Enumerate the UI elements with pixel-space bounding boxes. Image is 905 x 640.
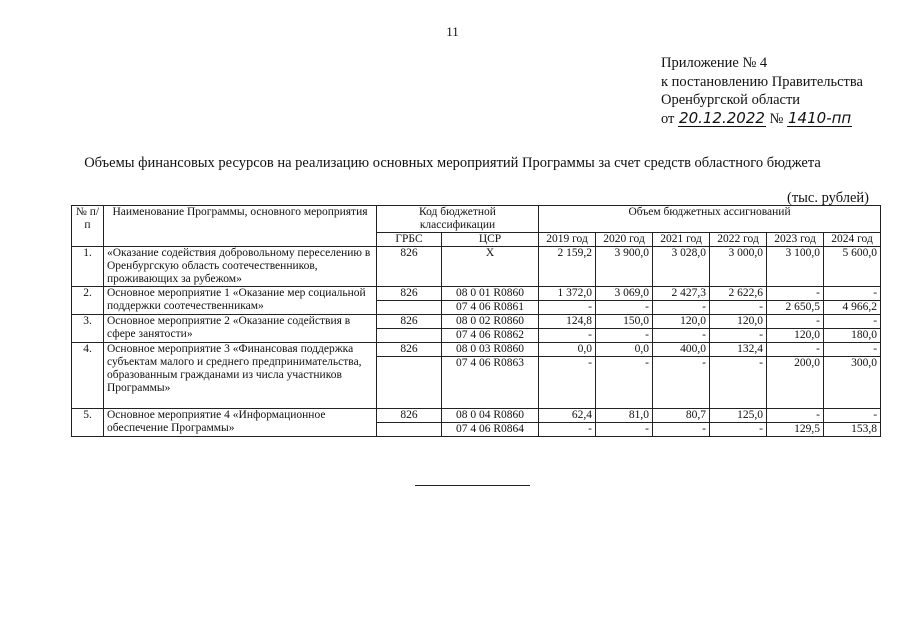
row-name: Основное мероприятие 1 «Оказание мер социальной поддержки соотечественникам» — [104, 287, 377, 315]
row-value: - — [596, 423, 653, 437]
row-value: 132,4 — [710, 343, 767, 357]
row-name: Основное мероприятие 2 «Оказание содействия в сфере занятости» — [104, 315, 377, 343]
table-row — [72, 287, 881, 301]
row-value: 120,0 — [653, 315, 710, 329]
row-value: 129,5 — [767, 423, 824, 437]
row-value: 3 900,0 — [596, 247, 653, 287]
row-value: 0,0 — [596, 343, 653, 357]
row-csr: 08 0 04 R0860 — [442, 409, 539, 423]
row-value: 3 100,0 — [767, 247, 824, 287]
number-sign: № — [769, 110, 784, 127]
header-code: Код бюджетной классификации — [377, 206, 539, 233]
header-year: 2024 год — [824, 233, 881, 247]
units-label: (тыс. рублей) — [787, 190, 869, 206]
row-value: - — [824, 409, 881, 423]
row-csr: 07 4 06 R0863 — [442, 357, 539, 409]
header-year: 2021 год — [653, 233, 710, 247]
row-value: 2 622,6 — [710, 287, 767, 301]
header-num: № п/п — [72, 206, 104, 247]
row-value: - — [596, 357, 653, 409]
row-grbs-empty — [377, 357, 442, 409]
appendix-date-line — [661, 110, 863, 129]
row-csr: Х — [442, 247, 539, 287]
header-year: 2022 год — [710, 233, 767, 247]
handwritten-number: 1410-пп — [788, 108, 852, 127]
row-grbs-empty — [377, 423, 442, 437]
row-value: - — [596, 301, 653, 315]
row-value: - — [824, 343, 881, 357]
row-grbs: 826 — [377, 343, 442, 357]
row-value: 300,0 — [824, 357, 881, 409]
row-value: 3 000,0 — [710, 247, 767, 287]
row-value: 150,0 — [596, 315, 653, 329]
row-num: 2. — [72, 287, 104, 315]
row-value: - — [710, 301, 767, 315]
handwritten-date: 20.12.2022 — [679, 108, 765, 127]
row-grbs: 826 — [377, 287, 442, 301]
row-value: 180,0 — [824, 329, 881, 343]
row-grbs: 826 — [377, 247, 442, 287]
row-value: 62,4 — [539, 409, 596, 423]
row-value: - — [596, 329, 653, 343]
row-value: 153,8 — [824, 423, 881, 437]
row-value: 3 028,0 — [653, 247, 710, 287]
appendix-line-2: к постановлению Правительства — [661, 73, 863, 90]
row-value: - — [653, 357, 710, 409]
row-value: 125,0 — [710, 409, 767, 423]
row-value: 2 427,3 — [653, 287, 710, 301]
row-value: - — [710, 423, 767, 437]
row-grbs: 826 — [377, 315, 442, 329]
row-csr: 07 4 06 R0861 — [442, 301, 539, 315]
appendix-line-3: Оренбургской области — [661, 92, 801, 108]
row-value: 3 069,0 — [596, 287, 653, 301]
table-row — [72, 343, 881, 357]
row-value: - — [653, 301, 710, 315]
from-label: от — [661, 110, 675, 127]
row-value: 1 372,0 — [539, 287, 596, 301]
row-value: 5 600,0 — [824, 247, 881, 287]
row-value: - — [710, 357, 767, 409]
header-name: Наименование Программы, основного мероприятия — [104, 206, 377, 247]
row-value: - — [653, 329, 710, 343]
row-csr: 08 0 02 R0860 — [442, 315, 539, 329]
row-grbs: 826 — [377, 409, 442, 423]
row-value: 2 650,5 — [767, 301, 824, 315]
row-value: - — [539, 423, 596, 437]
row-value: - — [539, 357, 596, 409]
row-value: 400,0 — [653, 343, 710, 357]
row-value: - — [767, 315, 824, 329]
document-title: Объемы финансовых ресурсов на реализацию основных мероприятий Программы за счет средств областного бюджета — [84, 155, 821, 171]
row-num: 4. — [72, 343, 104, 409]
row-name: Основное мероприятие 4 «Информационное обеспечение Программы» — [104, 409, 377, 437]
table-row — [72, 315, 881, 329]
row-value: 4 966,2 — [824, 301, 881, 315]
row-csr: 07 4 06 R0864 — [442, 423, 539, 437]
row-value: - — [767, 343, 824, 357]
budget-table — [71, 205, 881, 437]
row-value: 200,0 — [767, 357, 824, 409]
row-value: - — [710, 329, 767, 343]
table-row — [72, 247, 881, 287]
row-grbs-empty — [377, 301, 442, 315]
row-value: 80,7 — [653, 409, 710, 423]
row-grbs-empty — [377, 329, 442, 343]
header-grbs: ГРБС — [377, 233, 442, 247]
header-volume: Объем бюджетных ассигнований — [539, 206, 881, 233]
row-csr: 08 0 01 R0860 — [442, 287, 539, 301]
row-value: - — [767, 287, 824, 301]
appendix-line-1: Приложение № 4 — [661, 55, 768, 71]
appendix-block — [661, 54, 863, 128]
row-value: 81,0 — [596, 409, 653, 423]
row-value: - — [539, 329, 596, 343]
header-year: 2019 год — [539, 233, 596, 247]
header-row-1 — [72, 206, 881, 233]
page-number: 11 — [446, 24, 459, 39]
row-value: - — [824, 287, 881, 301]
row-csr: 08 0 03 R0860 — [442, 343, 539, 357]
row-value: 120,0 — [767, 329, 824, 343]
header-year: 2020 год — [596, 233, 653, 247]
row-name: Основное мероприятие 3 «Финансовая поддержка субъектам малого и среднего предпринимательства, образованным гражданами из числа участников Программы» — [104, 343, 377, 409]
row-num: 5. — [72, 409, 104, 437]
header-year: 2023 год — [767, 233, 824, 247]
row-num: 3. — [72, 315, 104, 343]
row-value: 2 159,2 — [539, 247, 596, 287]
row-value: 124,8 — [539, 315, 596, 329]
header-csr: ЦСР — [442, 233, 539, 247]
row-value: 120,0 — [710, 315, 767, 329]
footer-divider — [415, 485, 530, 486]
row-csr: 07 4 06 R0862 — [442, 329, 539, 343]
row-value: - — [767, 409, 824, 423]
row-value: 0,0 — [539, 343, 596, 357]
row-value: - — [539, 301, 596, 315]
table-row — [72, 409, 881, 423]
row-value: - — [824, 315, 881, 329]
row-name: «Оказание содействия добровольному переселению в Оренбургскую область соотечественников, проживающих за рубежом» — [104, 247, 377, 287]
row-value: - — [653, 423, 710, 437]
row-num: 1. — [72, 247, 104, 287]
